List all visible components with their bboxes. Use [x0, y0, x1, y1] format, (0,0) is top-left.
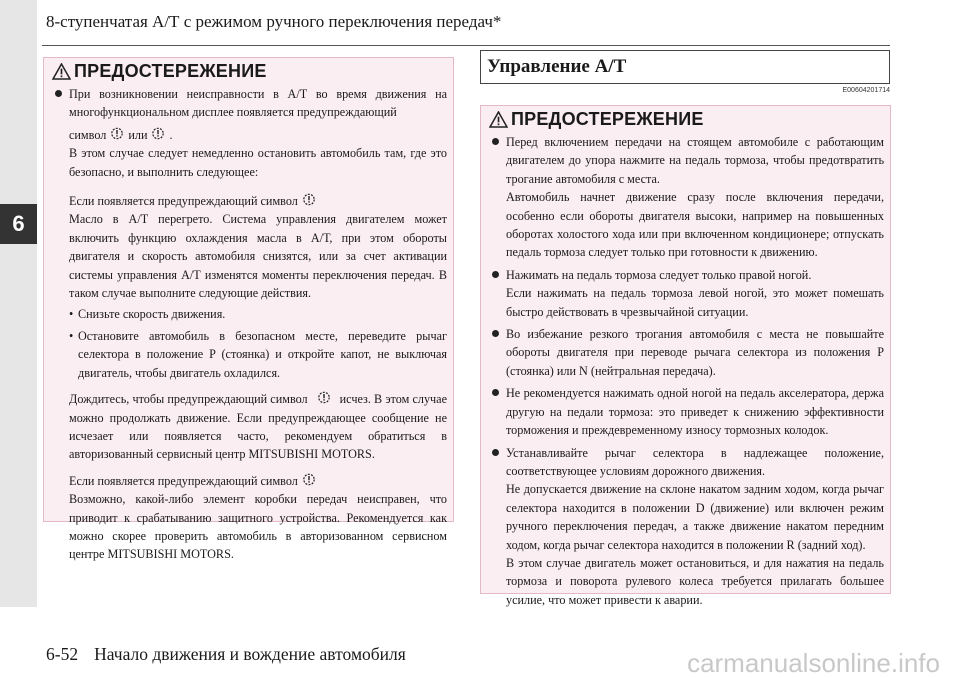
sub-bullet: • Снизьте скорость движения.: [69, 307, 226, 322]
sub-bullet: • Остановите автомобиль в безопасном месте, переведите рычаг селектора в положение P (стоянка) и откройте капот, не выключая двигатель, чтобы двигатель охладился.: [69, 328, 447, 380]
paragraph: В этом случае следует немедленно остановить автомобиль там, где это безопасно, и выполнить следующее:: [69, 146, 447, 179]
bullet-item: Нажимать на педаль тормоза следует только правой ногой.: [481, 266, 890, 284]
gear-warning-icon: [150, 126, 166, 141]
gear-warning-icon: [316, 390, 332, 405]
chapter-title: Начало движения и вождение автомобиля: [94, 644, 406, 664]
warning-title: ПРЕДОСТЕРЕЖЕНИЕ: [74, 60, 267, 81]
section-title: Управление А/Т: [487, 56, 627, 77]
left-warning-box: [43, 57, 454, 562]
warning-body: При возникновении неисправности в А/Т во время движения на многофункциональном дисплее появляется предупреждающий символ или . В этом случае следует немедленно остановить автомобиль там, где это безопасно, и выполнить следующее: Если появляется предупреждающий символ Масло в А/Т перегрето. Система управления двигателем может включить функцию охлаждения масла в А/Т, при этом обороты двигателя и скорость автомобиля снизятся, или за счет активации системы управления А/Т изменятся моменты переключения передач. В таком случае выполните следующие действия. • Снизьте скорость движения. • Остановите автомобиль в безопасном месте, переведите рычаг селектора в положение P (стоянка) и откройте капот, не выключая двигатель, чтобы двигатель охладился. Дождитесь, чтобы предупреждающий символ исчез. В этом случае можно продолжать движение. Если предупреждающее сообщение не исчезает или появляется часто, рекомендуем обратиться в авторизованный сервисный центр MITSUBISHI MOTORS. Если появляется предупреждающий символ Возможно, какой-либо элемент коробки передач неисправен, что приводит к срабатыванию защитного устройства. Рекомендуется как можно скорее проверить автомобиль в авторизованном сервисном центре MITSUBISHI MOTORS.: [44, 84, 453, 564]
paragraph: Масло в А/Т перегрето. Система управления двигателем может включить функцию охлаждения масла в А/Т, при этом обороты двигателя и скорость автомобиля снизятся, или за счет активации системы управления А/Т изменятся моменты переключения передач. В таком случае выполните следующие действия.: [69, 212, 447, 301]
warning-triangle-icon: [489, 111, 508, 128]
bullet-item: Не рекомендуется нажимать одной ногой на педаль акселератора, держа другую на педали тормоза: это приведет к снижению эффективности торможения и преждевременному износу тормозных колодок.: [481, 384, 890, 439]
warning-title: ПРЕДОСТЕРЕЖЕНИЕ: [511, 108, 704, 129]
gear-warning-icon: [301, 192, 317, 207]
chapter-tab[interactable]: 6: [0, 204, 37, 244]
sidebar-strip: [0, 0, 37, 607]
page-header-title: 8-ступенчатая А/Т с режимом ручного переключения передач*: [46, 12, 502, 31]
warning-triangle-icon: [52, 63, 71, 80]
bullet-item: При возникновении неисправности в А/Т во время движения на многофункциональном дисплее появляется предупреждающий: [44, 85, 453, 122]
gear-warning-icon: [109, 126, 125, 141]
bullet-item: Во избежание резкого трогания автомобиля с места не повышайте обороты двигателя при переводе рычага селектора из положения P (стоянка) или N (нейтральная передача).: [481, 325, 890, 380]
bullet-item: Устанавливайте рычаг селектора в надлежащее положение, соответствующее условиям дорожного движения.: [481, 444, 890, 481]
paragraph: Если нажимать на педаль тормоза левой ногой, это может помешать быстро действовать в чрезвычайной ситуации.: [506, 286, 884, 319]
paragraph: В этом случае двигатель может остановиться, и для нажатия на педаль тормоза и поворота рулевого колеса требуется прилагать большее усилие, что может привести к аварии.: [506, 555, 884, 607]
paragraph: Не допускается движение на склоне накатом задним ходом, когда рычаг селектора находится в положении D (движение) или включен режим ручного переключения передач, а также движение накатом передним ходом, когда рычаг селектора находится в положении R (задний ход).: [506, 482, 884, 552]
page-number: 6-52: [46, 644, 79, 664]
right-warning-box: [480, 105, 891, 607]
warning-body: [481, 132, 890, 609]
bullet-item: Перед включением передачи на стоящем автомобиле с работающим двигателем до упора нажмите на педаль тормоза, чтобы предотвратить трогание автомобиля с места.: [481, 133, 890, 188]
paragraph: Возможно, какой-либо элемент коробки передач неисправен, что приводит к срабатыванию защитного устройства. Рекомендуется как можно скорее проверить автомобиль в авторизованном сервисном центре MITSUBISHI MOTORS.: [69, 492, 447, 562]
watermark-text: carmanualsonline.info: [687, 648, 940, 678]
section-code: E00604201714: [842, 87, 890, 94]
warning-header: [481, 106, 890, 132]
gear-warning-icon: [301, 472, 317, 487]
page-footer: [46, 644, 406, 665]
warning-header: [44, 58, 453, 84]
paragraph: Автомобиль начнет движение сразу после включения передачи, особенно если обороты двигателя высоки, например на повышенных оборотах холостого хода или при включенном кондиционере; отпускать педаль тормоза следует только при готовности к движению.: [506, 190, 884, 260]
header-divider: [42, 45, 890, 46]
section-header: [480, 50, 890, 84]
